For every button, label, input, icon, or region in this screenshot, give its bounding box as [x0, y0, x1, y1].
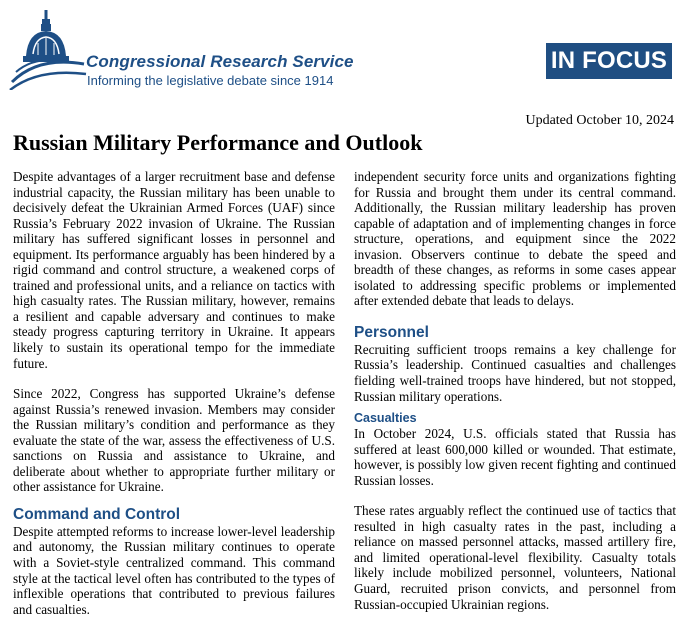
capitol-dome-icon [8, 10, 88, 90]
right-column [354, 169, 676, 612]
tagline: Informing the legislative debate since 1914 [87, 73, 334, 88]
subheading-casualties: Casualties [354, 411, 417, 426]
casualties-paragraph: In October 2024, U.S. officials stated that Russia has suffered at least 600,000 killed or wounded. That estimate, however, is possibly low given recent fighting and continued Russian losses. [354, 426, 676, 488]
personnel-paragraph: Recruiting sufficient troops remains a key challenge for Russia’s leadership. Continued casualties and challenges fielding well-trained troops have hindered, but not stopped, Russian military operations. [354, 341, 676, 404]
page-title: Russian Military Performance and Outlook [13, 130, 423, 155]
adaptation-paragraph: independent security force units and organizations fighting for Russia and brought them under its central command. Additionally, the Russian military leadership has proven capable of adaptation and of implementing changes in force structure, operations, and equipment since the 2022 invasion. Observers continue to debate the speed and breadth of these changes, as reforms in some cases appear isolated to addressing specific problems or implemented after extended debate that leads to delays. [354, 169, 676, 309]
org-name: Congressional Research Service [86, 52, 354, 71]
section-heading-personnel: Personnel [354, 323, 429, 341]
updated-date: Updated October 10, 2024 [525, 113, 674, 128]
intro-paragraph: Despite advantages of a larger recruitment base and defense industrial capacity, the Russian military has been unable to decisively defeat the Ukrainian Armed Forces (UAF) since Russia’s February 2022 invasion of Ukraine. The Russian military has suffered significant losses in personnel and equipment. Its performance arguably has been hindered by a rigid command and control structure, a weakened corps of trained and professional units, and a reliance on tactics with high casualty rates. The Russian military, however, remains a resilient and capable adversary and continues to make steady progress capturing territory in Ukraine. It appears likely to sustain its operational tempo for the immediate future. [13, 169, 335, 371]
section-heading-command-and-control: Command and Control [13, 505, 181, 523]
in-focus-badge: IN FOCUS [546, 43, 672, 79]
left-column [13, 169, 335, 632]
report-header [0, 0, 698, 100]
tactics-paragraph: These rates arguably reflect the continued use of tactics that resulted in high casualty rates in the past, including a reliance on massed personnel attacks, massed artillery fire, and limited operational-level flexibility. Casualty totals likely include mobilized personnel, volunteers, National Guard, recruited prison convicts, and personnel from Russian-occupied Ukrainian regions. [354, 503, 676, 612]
congress-paragraph: Since 2022, Congress has supported Ukraine’s defense against Russia’s renewed invasion. Members may consider the Russian military’s condition and performance as they evaluate the state of the war, assess the effectiveness of U.S. sanctions on Russia and assistance to Ukraine, and deliberate about whether to appropriate further military or other assistance for Ukraine. [13, 386, 335, 495]
command-paragraph: Despite attempted reforms to increase lower-level leadership and autonomy, the Russian military continues to operate with a Soviet-style centralized command. This command style at the tactical level often has contributed to the types of inflexible operations that contributed to previous failures and casualties. [13, 523, 335, 617]
